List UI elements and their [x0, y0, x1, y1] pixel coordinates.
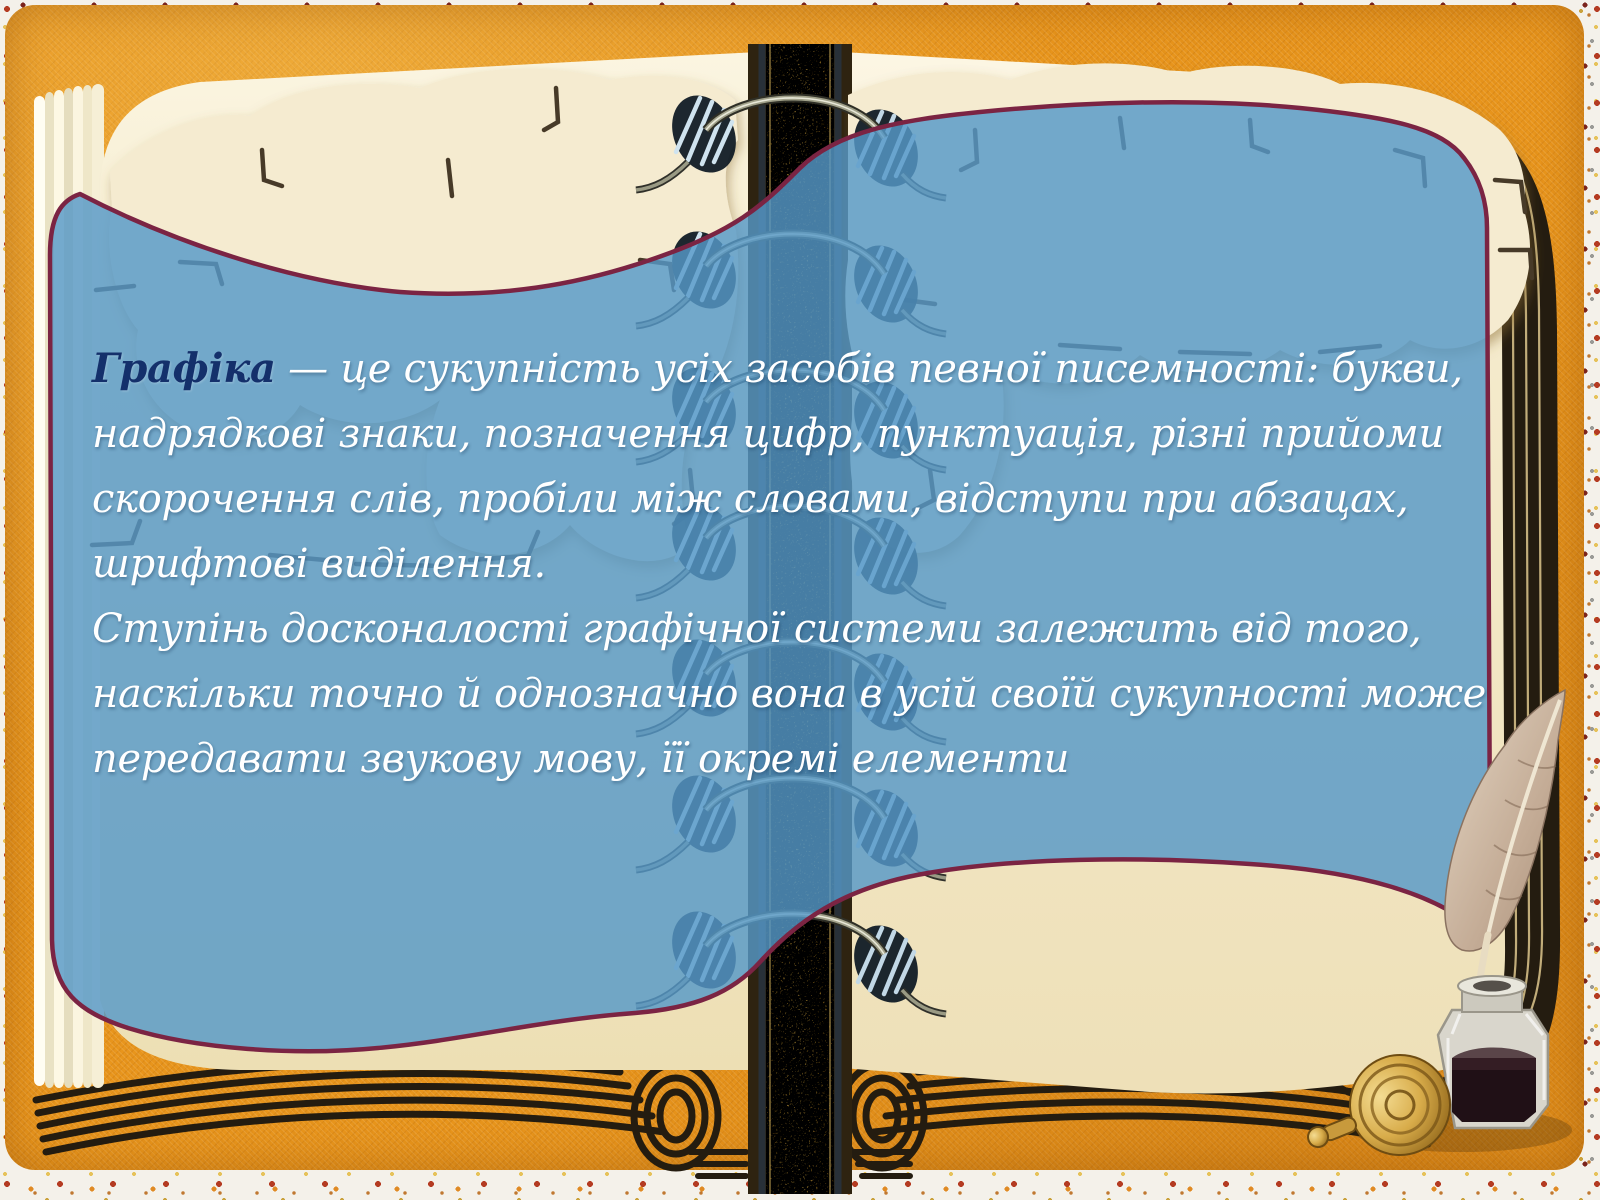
- text-line-rest: — це сукупність усіх засобів певної писемності: букви,: [275, 346, 1463, 392]
- text-line: надрядкові знаки, позначення цифр, пунктуація, різні прийоми: [92, 411, 1444, 457]
- text-line: наскільки точно й однозначно вона в усій своїй сукупності може: [92, 671, 1486, 717]
- term-graphika: Графіка: [92, 345, 276, 392]
- text-line: скорочення слів, пробіли між словами, відступи при абзацах,: [92, 476, 1409, 522]
- text-line: передавати звукову мову, її окремі елементи: [92, 736, 1070, 782]
- text-line: [92, 336, 1486, 402]
- text-line: Ступінь досконалості графічної системи залежить від того,: [92, 606, 1422, 652]
- definition-text: [92, 336, 1486, 792]
- text-line: шрифтові виділення.: [92, 541, 546, 587]
